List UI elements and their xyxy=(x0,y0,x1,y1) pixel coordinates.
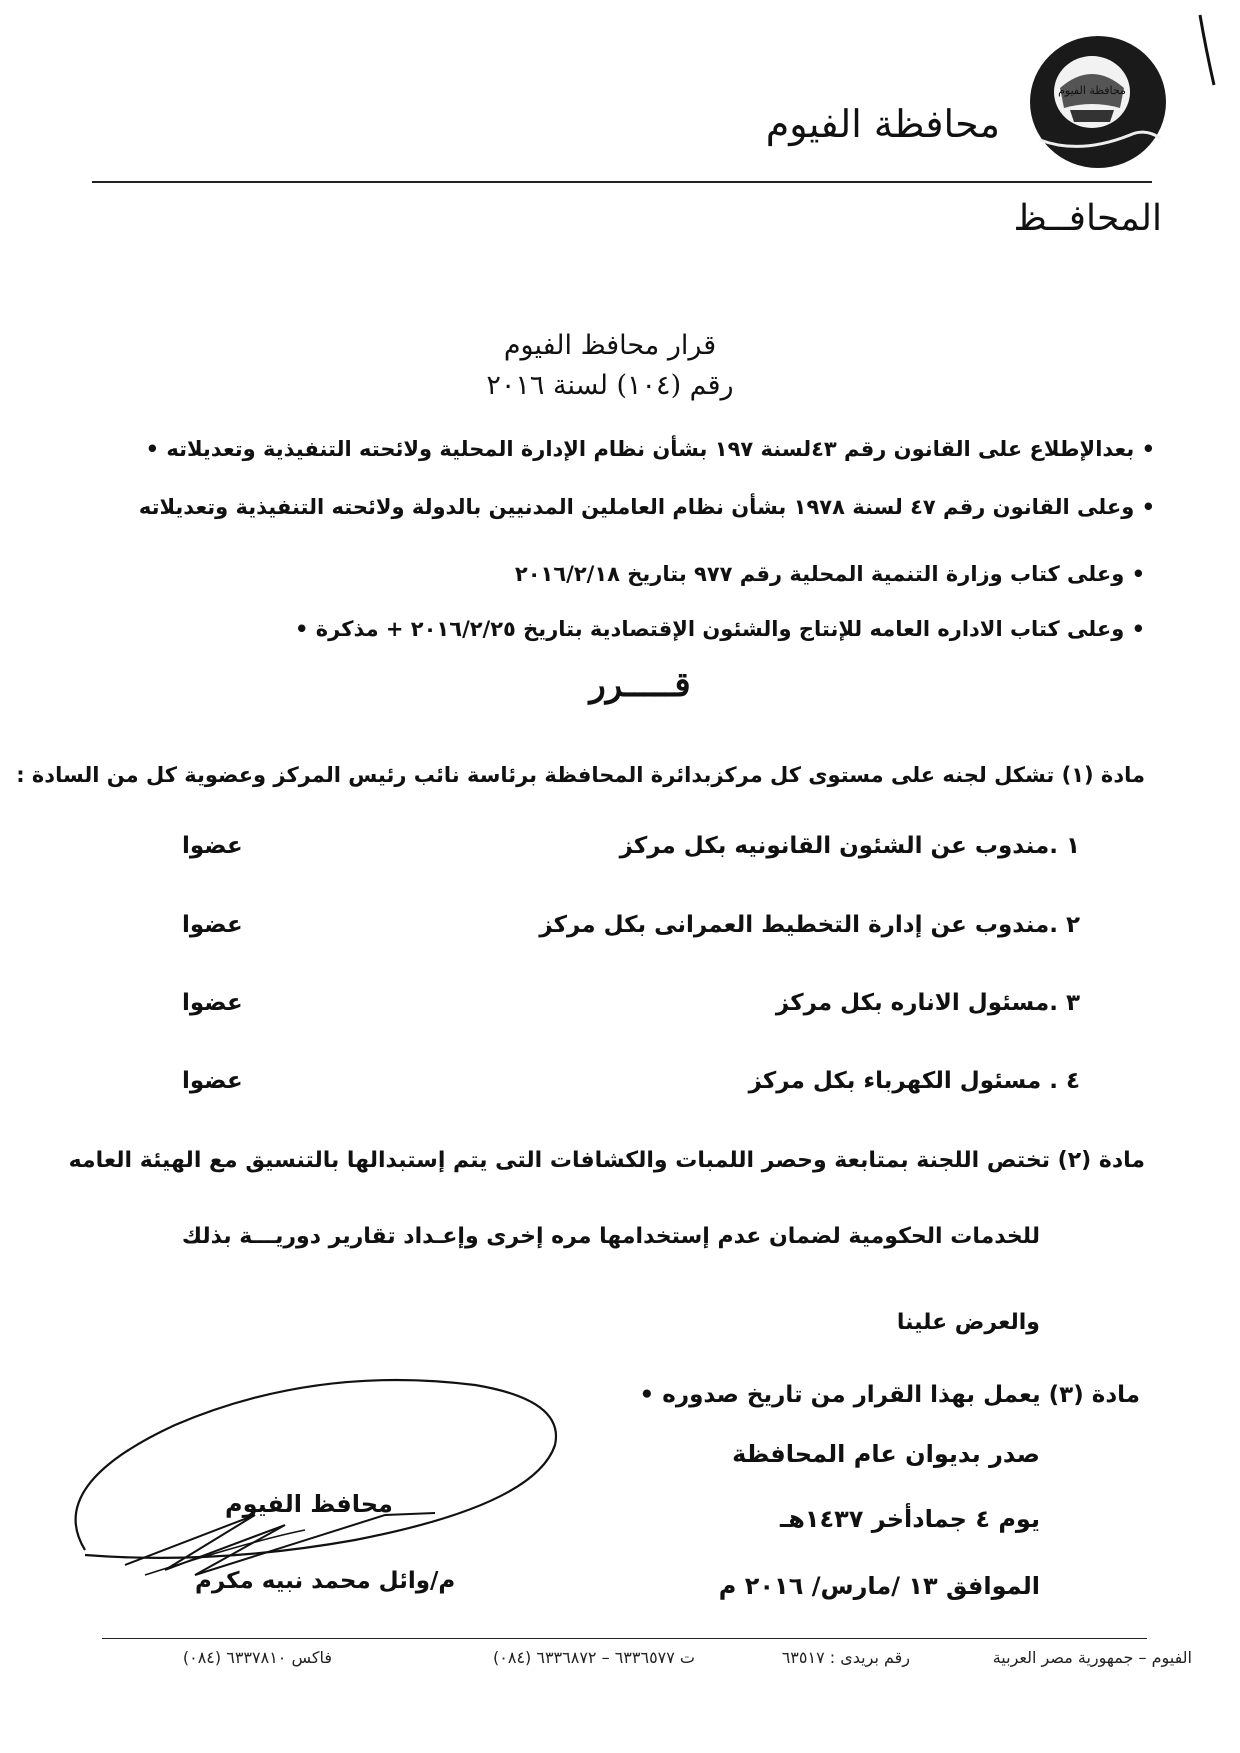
article-3: مادة (٣) يعمل بهذا القرار من تاريخ صدوره • xyxy=(639,1382,1140,1408)
member-role: عضوا xyxy=(182,1068,243,1094)
signatory-name: م/وائل محمد نبيه مكرم xyxy=(195,1568,456,1594)
preamble-line: • وعلى كتاب الاداره العامه للإنتاج والشئون الإقتصادية بتاريخ ٢٠١٦/٢/٢٥ + مذكرة • xyxy=(295,617,1145,641)
issued-place: صدر بديوان عام المحافظة xyxy=(732,1440,1040,1468)
preamble-line: • وعلى القانون رقم ٤٧ لسنة ١٩٧٨ بشأن نظام العاملين المدنيين بالدولة ولائحته التنفيذية وتعديلاته xyxy=(138,495,1155,519)
issued-hijri-date: يوم ٤ جمادأخر ١٤٣٧هـ xyxy=(780,1505,1040,1533)
member-item: ١ .مندوب عن الشئون القانونيه بكل مركز xyxy=(619,833,1080,859)
article-2-line: والعرض علينا xyxy=(896,1310,1040,1335)
svg-text:محافظة الفيوم: محافظة الفيوم xyxy=(1058,84,1126,97)
preamble-line: • وعلى كتاب وزارة التنمية المحلية رقم ٩٧٧ بتاريخ ٢٠١٦/٢/١٨ xyxy=(514,562,1145,586)
issued-gregorian-date: الموافق ١٣ /مارس/ ٢٠١٦ م xyxy=(718,1572,1040,1600)
footer-divider xyxy=(102,1638,1147,1639)
article-2-line: مادة (٢) تختص اللجنة بمتابعة وحصر اللمبات والكشافات التى يتم إستبدالها بالتنسيق مع الهيئة العامه xyxy=(68,1148,1145,1173)
footer-address: الفيوم – جمهورية مصر العربية xyxy=(992,1648,1192,1667)
member-item: ٤ . مسئول الكهرباء بكل مركز xyxy=(748,1068,1080,1094)
governorate-seal-icon xyxy=(1020,30,1170,175)
decision-title: قرار محافظ الفيوم xyxy=(503,330,717,361)
handwritten-signature xyxy=(55,1365,575,1595)
footer-fax: فاكس ٦٣٣٧٨١٠ (٠٨٤) xyxy=(182,1648,332,1667)
footer-postal-code: رقم بريدى : ٦٣٥١٧ xyxy=(781,1648,910,1667)
article-2-line: للخدمات الحكومية لضمان عدم إستخدامها مره إخرى وإعـداد تقارير دوريـــة بذلك xyxy=(181,1224,1040,1249)
preamble-line: • بعدالإطلاع على القانون رقم ٤٣لسنة ١٩٧ بشأن نظام الإدارة المحلية ولائحته التنفيذية وتعديلاته • xyxy=(145,437,1155,461)
member-role: عضوا xyxy=(182,990,243,1016)
decision-number: رقم (١٠٤) لسنة ٢٠١٦ xyxy=(486,370,734,401)
header-divider xyxy=(92,181,1152,183)
governorate-name: محافظة الفيوم xyxy=(765,102,1000,146)
signatory-title: محافظ الفيوم xyxy=(225,1490,393,1518)
office-title: المحافــظ xyxy=(1013,198,1162,239)
article-1: مادة (١) تشكل لجنه على مستوى كل مركزبدائرة المحافظة برئاسة نائب رئيس المركز وعضوية كل من السادة : xyxy=(16,763,1145,787)
member-item: ٢ .مندوب عن إدارة التخطيط العمرانى بكل مركز xyxy=(539,912,1080,938)
footer-phone: ت ٦٣٣٦٥٧٧ – ٦٣٣٦٨٧٢ (٠٨٤) xyxy=(493,1648,695,1667)
member-item: ٣ .مسئول الاناره بكل مركز xyxy=(775,990,1080,1016)
member-role: عضوا xyxy=(182,912,243,938)
decided-heading: قـــــرر xyxy=(589,665,691,705)
member-role: عضوا xyxy=(182,833,243,859)
handwritten-page-mark xyxy=(1192,10,1222,90)
